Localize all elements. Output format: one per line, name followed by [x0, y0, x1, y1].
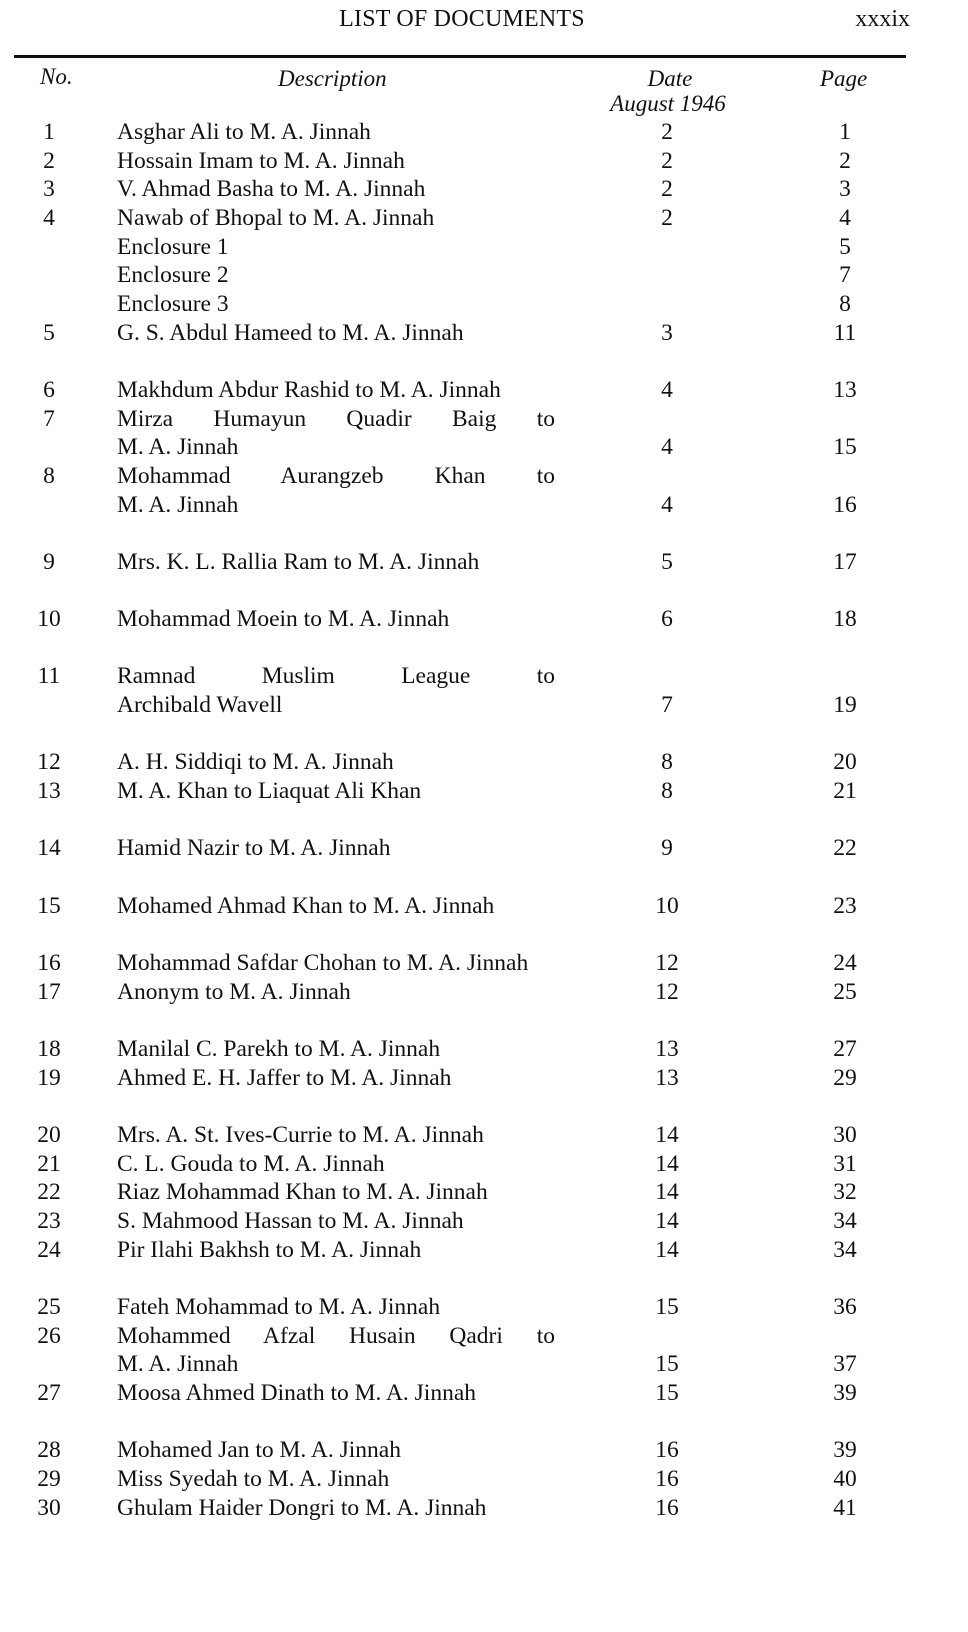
column-header-date-sub: August 1946 [610, 91, 726, 116]
entry-description: G. S. Abdul Hameed to M. A. Jinnah [117, 319, 464, 346]
group-spacer [0, 920, 968, 949]
entry-date: 15 [655, 1293, 679, 1320]
entry-number: 11 [37, 663, 61, 690]
document-entry [0, 748, 968, 777]
entry-page: 24 [833, 950, 857, 977]
entry-page: 11 [833, 319, 857, 346]
entry-page: 36 [833, 1293, 857, 1320]
entry-date: 12 [655, 950, 679, 977]
entry-date: 14 [655, 1236, 679, 1263]
entry-page: 5 [839, 233, 851, 260]
entry-description: Archibald Wavell [117, 692, 283, 719]
entry-number: 29 [37, 1465, 61, 1492]
group-spacer [0, 634, 968, 663]
group-spacer [0, 519, 968, 548]
entry-page: 3 [839, 176, 851, 203]
entry-description: Enclosure 2 [117, 262, 229, 289]
entry-number: 2 [43, 147, 55, 174]
column-header-date: Date [647, 66, 693, 91]
entry-number: 5 [43, 319, 55, 346]
entry-description: Riaz Mohammad Khan to M. A. Jinnah [117, 1179, 488, 1206]
entry-description: Hamid Nazir to M. A. Jinnah [117, 835, 391, 862]
entry-description: S. Mahmood Hassan to M. A. Jinnah [117, 1207, 464, 1234]
entry-number: 18 [37, 1036, 61, 1062]
entry-description: Pir Ilahi Bakhsh to M. A. Jinnah [117, 1236, 422, 1263]
entry-date: 2 [661, 176, 673, 203]
entry-date: 8 [661, 749, 673, 776]
entry-date: 6 [661, 606, 673, 633]
entry-number: 21 [37, 1150, 61, 1177]
column-header-no: No. [40, 64, 73, 89]
document-entry [0, 1494, 968, 1523]
entry-page: 30 [833, 1121, 857, 1148]
entry-description: Enclosure 3 [117, 290, 229, 317]
entry-description: M. A. Jinnah [117, 491, 239, 518]
entry-date: 16 [655, 1494, 679, 1521]
group-spacer [0, 720, 968, 749]
entry-description: A. H. Siddiqi to M. A. Jinnah [117, 749, 394, 776]
entry-date: 16 [655, 1437, 679, 1464]
group-spacer [0, 347, 968, 376]
document-entry [0, 1121, 968, 1150]
entry-date: 4 [661, 376, 673, 403]
entry-date: 13 [655, 1036, 679, 1062]
document-list [0, 118, 968, 1522]
entry-date: 14 [655, 1179, 679, 1206]
page-number: xxxix [855, 6, 910, 32]
document-entry [0, 777, 968, 806]
document-entry [0, 175, 968, 204]
group-spacer [0, 1408, 968, 1437]
header-rule [14, 55, 906, 58]
entry-date: 3 [661, 319, 673, 346]
document-entry [0, 1207, 968, 1236]
entry-date: 4 [661, 491, 673, 518]
entry-number: 7 [43, 405, 55, 432]
entry-description: Ramnad Muslim League to [117, 663, 555, 690]
document-entry [0, 892, 968, 921]
entry-date: 10 [655, 892, 679, 919]
entry-description: Enclosure 1 [117, 233, 229, 260]
group-spacer [0, 1092, 968, 1121]
running-title: LIST OF DOCUMENTS [339, 6, 585, 32]
entry-description: M. A. Jinnah [117, 434, 239, 461]
entry-number: 19 [37, 1064, 61, 1091]
document-entry [0, 405, 968, 434]
entry-description: Mohammad Moein to M. A. Jinnah [117, 606, 450, 633]
group-spacer [0, 806, 968, 835]
group-spacer [0, 863, 968, 892]
column-header-page: Page [820, 66, 868, 91]
entry-date: 14 [655, 1150, 679, 1177]
entry-date: 16 [655, 1465, 679, 1492]
entry-date: 2 [661, 204, 673, 231]
entry-description: M. A. Jinnah [117, 1351, 239, 1378]
entry-page: 13 [833, 376, 857, 403]
entry-number: 12 [37, 749, 61, 776]
entry-date: 14 [655, 1121, 679, 1148]
document-entry-continuation [0, 433, 968, 462]
entry-number: 23 [37, 1207, 61, 1234]
entry-description: Anonym to M. A. Jinnah [117, 978, 351, 1005]
document-entry [0, 1465, 968, 1494]
entry-page: 41 [833, 1494, 857, 1521]
document-entry [0, 662, 968, 691]
entry-page: 2 [839, 147, 851, 174]
entry-number: 27 [37, 1379, 61, 1406]
entry-page: 18 [833, 606, 857, 633]
entry-description: Mrs. A. St. Ives-Currie to M. A. Jinnah [117, 1121, 484, 1148]
entry-description: Ghulam Haider Dongri to M. A. Jinnah [117, 1494, 487, 1521]
document-entry [0, 118, 968, 147]
entry-description: C. L. Gouda to M. A. Jinnah [117, 1150, 385, 1177]
document-entry [0, 290, 968, 319]
entry-date: 9 [661, 835, 673, 862]
entry-description: V. Ahmad Basha to M. A. Jinnah [117, 176, 426, 203]
entry-page: 20 [833, 749, 857, 776]
entry-number: 26 [37, 1322, 61, 1349]
entry-page: 19 [833, 692, 857, 719]
column-header-description: Description [278, 66, 387, 91]
entry-number: 10 [37, 606, 61, 633]
document-entry [0, 548, 968, 577]
entry-description: Moosa Ahmed Dinath to M. A. Jinnah [117, 1379, 477, 1406]
entry-date: 2 [661, 147, 673, 174]
document-entry [0, 261, 968, 290]
entry-page: 39 [833, 1379, 857, 1406]
entry-page: 7 [839, 262, 851, 289]
entry-description: Mohammed Afzal Husain Qadri to [117, 1322, 555, 1349]
entry-date: 2 [661, 119, 673, 145]
entry-description: Miss Syedah to M. A. Jinnah [117, 1465, 390, 1492]
entry-number: 16 [37, 950, 61, 977]
entry-description: Fateh Mohammad to M. A. Jinnah [117, 1293, 441, 1320]
entry-page: 31 [833, 1150, 857, 1177]
entry-number: 6 [43, 376, 55, 403]
entry-page: 32 [833, 1179, 857, 1206]
entry-date: 15 [655, 1379, 679, 1406]
document-entry [0, 204, 968, 233]
document-entry [0, 1064, 968, 1093]
document-entry [0, 1436, 968, 1465]
entry-date: 7 [661, 692, 673, 719]
entry-description: Mohammad Safdar Chohan to M. A. Jinnah [117, 950, 529, 977]
document-entry [0, 949, 968, 978]
entry-page: 15 [833, 434, 857, 461]
document-entry [0, 376, 968, 405]
entry-description: Manilal C. Parekh to M. A. Jinnah [117, 1036, 441, 1062]
entry-description: M. A. Khan to Liaquat Ali Khan [117, 778, 422, 805]
entry-description: Hossain Imam to M. A. Jinnah [117, 147, 405, 174]
entry-page: 27 [833, 1036, 857, 1062]
entry-page: 22 [833, 835, 857, 862]
document-entry [0, 978, 968, 1007]
entry-page: 23 [833, 892, 857, 919]
entry-description: Makhdum Abdur Rashid to M. A. Jinnah [117, 376, 501, 403]
entry-number: 14 [37, 835, 61, 862]
entry-number: 15 [37, 892, 61, 919]
entry-number: 3 [43, 176, 55, 203]
document-entry [0, 462, 968, 491]
entry-page: 17 [833, 548, 857, 575]
entry-number: 25 [37, 1293, 61, 1320]
entry-page: 16 [833, 491, 857, 518]
document-entry [0, 319, 968, 348]
entry-date: 14 [655, 1207, 679, 1234]
document-entry-continuation [0, 691, 968, 720]
entry-page: 1 [839, 119, 851, 145]
document-entry [0, 1379, 968, 1408]
entry-number: 20 [37, 1121, 61, 1148]
document-entry [0, 147, 968, 176]
entry-number: 24 [37, 1236, 61, 1263]
entry-number: 8 [43, 462, 55, 489]
entry-date: 12 [655, 978, 679, 1005]
entry-page: 39 [833, 1437, 857, 1464]
entry-date: 15 [655, 1351, 679, 1378]
document-entry [0, 1178, 968, 1207]
entry-number: 13 [37, 778, 61, 805]
entry-description: Mrs. K. L. Rallia Ram to M. A. Jinnah [117, 548, 480, 575]
group-spacer [0, 1264, 968, 1293]
entry-number: 4 [43, 204, 55, 231]
document-entry [0, 1150, 968, 1179]
entry-number: 9 [43, 548, 55, 575]
entry-date: 4 [661, 434, 673, 461]
group-spacer [0, 1006, 968, 1035]
document-entry [0, 1236, 968, 1265]
document-entry [0, 1293, 968, 1322]
entry-number: 17 [37, 978, 61, 1005]
entry-page: 21 [833, 778, 857, 805]
document-entry-continuation [0, 491, 968, 520]
entry-description: Ahmed E. H. Jaffer to M. A. Jinnah [117, 1064, 452, 1091]
entry-description: Mirza Humayun Quadir Baig to [117, 405, 555, 432]
document-entry [0, 1322, 968, 1351]
entry-page: 29 [833, 1064, 857, 1091]
entry-page: 37 [833, 1351, 857, 1378]
entry-description: Mohamed Jan to M. A. Jinnah [117, 1437, 401, 1464]
entry-number: 22 [37, 1179, 61, 1206]
entry-page: 34 [833, 1207, 857, 1234]
entry-page: 8 [839, 290, 851, 317]
entry-description: Asghar Ali to M. A. Jinnah [117, 119, 371, 145]
group-spacer [0, 577, 968, 606]
entry-number: 28 [37, 1437, 61, 1464]
document-entry-continuation [0, 1350, 968, 1379]
entry-number: 1 [43, 119, 55, 145]
entry-page: 25 [833, 978, 857, 1005]
entry-page: 40 [833, 1465, 857, 1492]
document-entry [0, 605, 968, 634]
entry-date: 8 [661, 778, 673, 805]
entry-description: Mohammad Aurangzeb Khan to [117, 462, 555, 489]
document-entry [0, 834, 968, 863]
entry-number: 30 [37, 1494, 61, 1521]
entry-description: Nawab of Bhopal to M. A. Jinnah [117, 204, 435, 231]
document-entry [0, 1035, 968, 1064]
entry-page: 4 [839, 204, 851, 231]
entry-date: 13 [655, 1064, 679, 1091]
entry-date: 5 [661, 548, 673, 575]
entry-page: 34 [833, 1236, 857, 1263]
document-entry [0, 233, 968, 262]
entry-description: Mohamed Ahmad Khan to M. A. Jinnah [117, 892, 495, 919]
